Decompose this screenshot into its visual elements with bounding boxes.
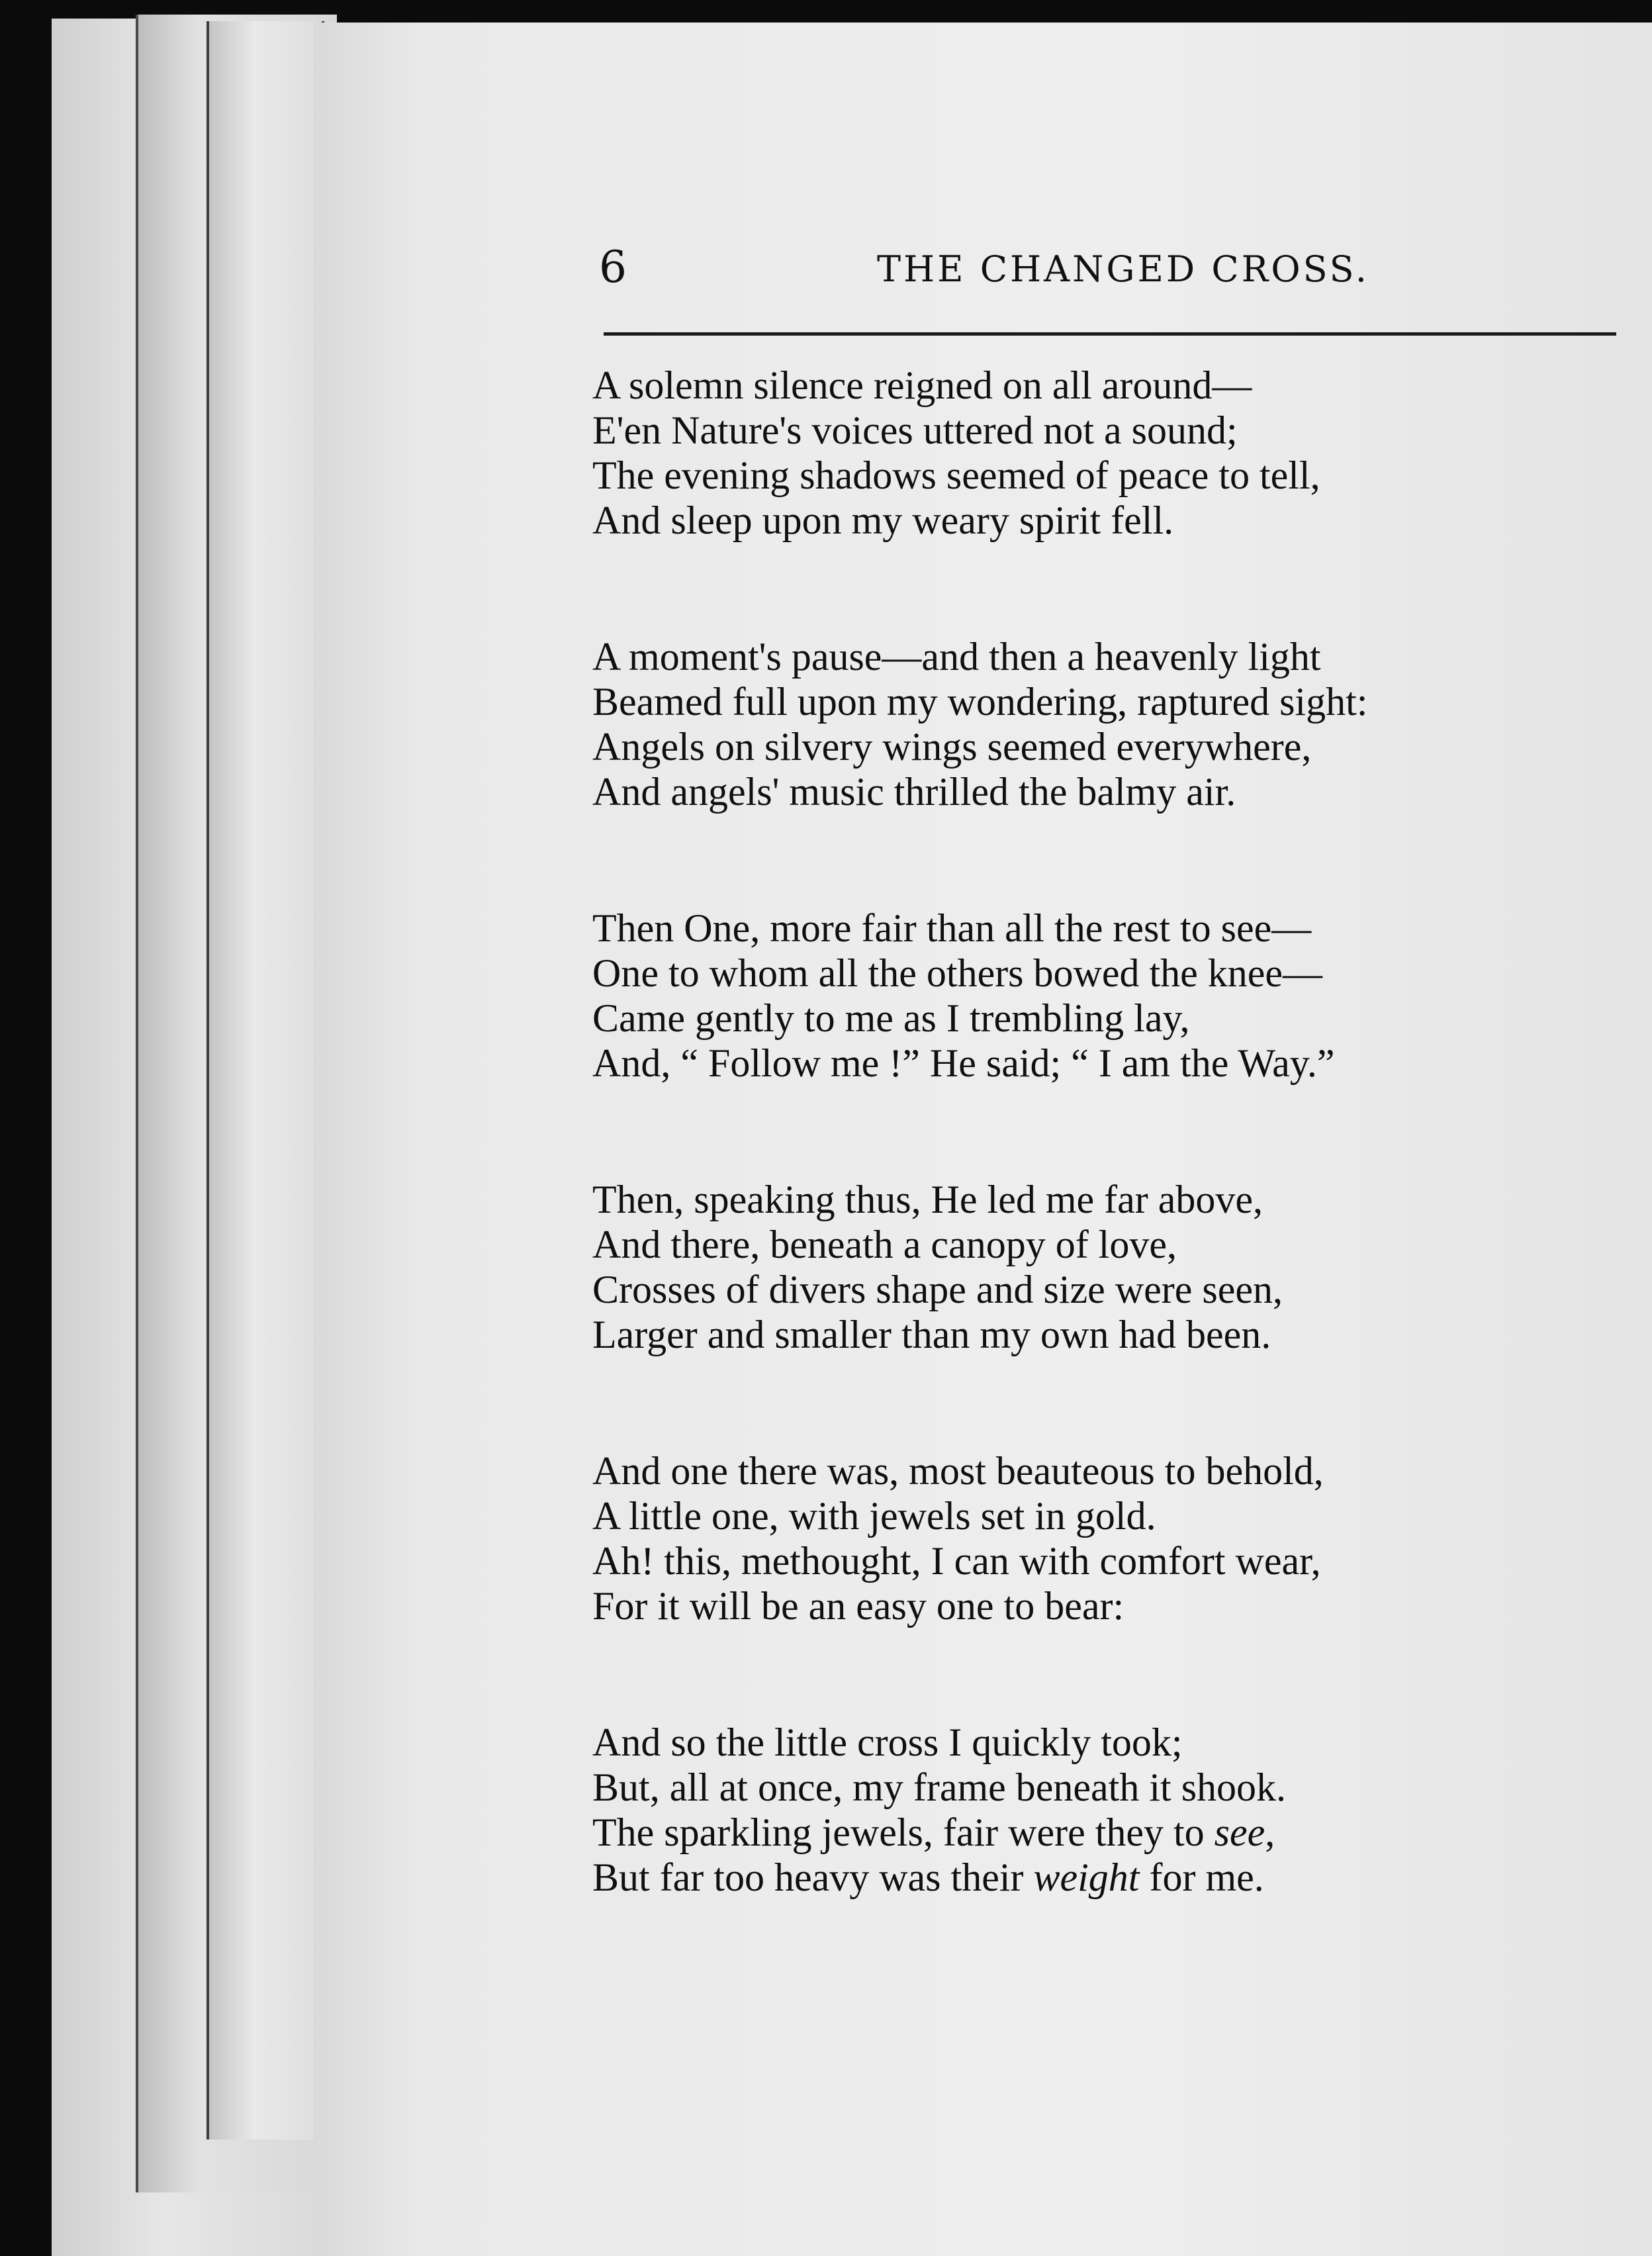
poem-line: And, “ Follow me !” He said; “ I am the Way.” [592, 1041, 1335, 1085]
stanza [592, 1448, 1645, 1628]
poem-line: Beamed full upon my wondering, raptured sight: [592, 680, 1368, 724]
poem-line: Ah! this, methought, I can with comfort wear, [592, 1539, 1321, 1583]
poem-line: But, all at once, my frame beneath it shook. [592, 1765, 1287, 1809]
page-edge-front [206, 21, 324, 2139]
poem-line-text: for me. [1139, 1856, 1264, 1899]
poem-line: And so the little cross I quickly took; [592, 1720, 1183, 1764]
poem-line: Angels on silvery wings seemed everywhere, [592, 725, 1312, 769]
poem-line: A moment's pause—and then a heavenly light [592, 635, 1321, 679]
header-rule [604, 332, 1616, 336]
poem-line: And there, beneath a canopy of love, [592, 1223, 1177, 1266]
poem-line: A solemn silence reigned on all around— [592, 363, 1252, 407]
poem-line: A little one, with jewels set in gold. [592, 1494, 1156, 1538]
poem-line: For it will be an easy one to bear: [592, 1584, 1124, 1628]
poem-line-text: The sparkling jewels, fair were they to [592, 1810, 1215, 1854]
poem-line: Then One, more fair than all the rest to see— [592, 906, 1312, 950]
poem-line: And angels' music thrilled the balmy air. [592, 770, 1236, 814]
poem-line [592, 1810, 1645, 1855]
poem-line: Came gently to me as I trembling lay, [592, 996, 1190, 1040]
stanza [592, 1177, 1645, 1357]
page-header [599, 242, 1618, 308]
poem-line-text: , [1265, 1810, 1275, 1854]
poem-line-emphasis: see [1214, 1810, 1265, 1854]
poem-line-emphasis: weight [1033, 1856, 1140, 1899]
poem-body [592, 363, 1645, 1991]
poem-line: Then, speaking thus, He led me far above, [592, 1178, 1263, 1221]
poem-line: Larger and smaller than my own had been. [592, 1313, 1271, 1356]
poem-line-text: But far too heavy was their [592, 1856, 1034, 1899]
poem-line [592, 1855, 1645, 1900]
poem-line: The evening shadows seemed of peace to tell, [592, 453, 1320, 497]
stanza [592, 1720, 1645, 1900]
poem-line: And sleep upon my weary spirit fell. [592, 498, 1174, 542]
stanza [592, 363, 1645, 543]
stanza [592, 906, 1645, 1086]
poem-line: One to whom all the others bowed the knee— [592, 951, 1323, 995]
page-number: 6 [599, 242, 627, 293]
poem-line: And one there was, most beauteous to behold, [592, 1449, 1324, 1493]
running-title: THE CHANGED CROSS. [877, 248, 1369, 290]
poem-line: E'en Nature's voices uttered not a sound; [592, 408, 1238, 452]
poem-line: Crosses of divers shape and size were seen, [592, 1268, 1283, 1311]
stanza [592, 634, 1645, 814]
